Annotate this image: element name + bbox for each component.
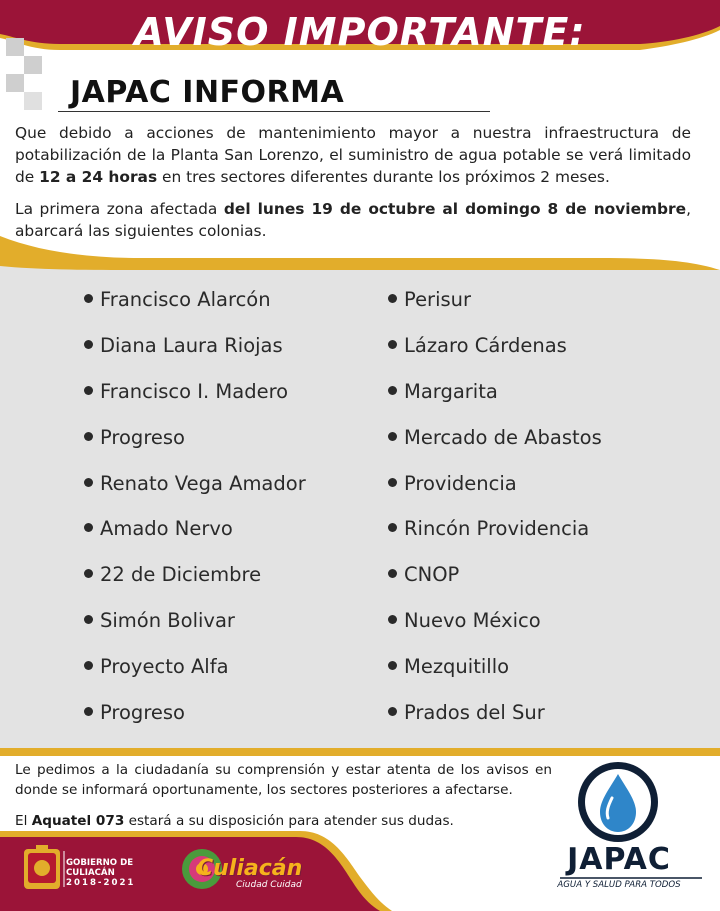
- deco-square: [24, 92, 42, 110]
- colonia-name: Renato Vega Amador: [100, 471, 306, 495]
- list-item: [84, 332, 306, 378]
- list-item: [388, 332, 602, 378]
- list-item: [84, 699, 306, 745]
- bullet-icon: [388, 294, 397, 303]
- list-item: [84, 653, 306, 699]
- colonia-name: Francisco Alarcón: [100, 288, 271, 311]
- decorative-squares: [6, 38, 56, 128]
- colonia-name: Francisco I. Madero: [100, 379, 289, 403]
- bullet-icon: [84, 523, 93, 532]
- intro-text: [15, 122, 691, 242]
- intro-p2-bold: del lunes 19 de octubre al domingo 8 de noviembre: [223, 200, 687, 218]
- intro-p1-text-end: en tres sectores diferentes durante los próximos 2 meses.: [157, 168, 610, 186]
- bullet-icon: [388, 661, 397, 670]
- gobierno-line2: CULIACÁN: [66, 868, 115, 878]
- gold-divider: [0, 748, 720, 756]
- subtitle-underline: [58, 111, 490, 112]
- bullet-icon: [84, 386, 93, 395]
- bullet-icon: [388, 340, 397, 349]
- colonia-name: Mezquitillo: [404, 655, 510, 679]
- bullet-icon: [388, 523, 397, 532]
- intro-p1-bold: 12 a 24 horas: [39, 168, 158, 186]
- list-item: [388, 470, 602, 516]
- colonia-name: Progreso: [100, 701, 185, 725]
- bullet-icon: [388, 432, 397, 441]
- colonia-name: 22 de Diciembre: [100, 563, 262, 587]
- colonias-list-left: [84, 286, 306, 745]
- list-item: [84, 515, 306, 561]
- aquatel-number: Aquatel 073: [31, 813, 125, 829]
- intro-p2-text-end: , abarcará las siguientes colonias.: [15, 200, 691, 240]
- gobierno-line1: GOBIERNO DE: [66, 858, 134, 868]
- colonia-name: Nuevo México: [404, 609, 541, 633]
- deco-square: [24, 56, 42, 74]
- list-item: [388, 699, 602, 745]
- gobierno-years: 2018-2021: [66, 878, 136, 888]
- colonia-name: Lázaro Cárdenas: [404, 333, 567, 357]
- colonia-name: Progreso: [100, 425, 185, 449]
- intro-paragraph-1: [15, 122, 691, 188]
- bullet-icon: [84, 615, 93, 624]
- bullet-icon: [84, 478, 93, 487]
- bullet-icon: [84, 432, 93, 441]
- japac-tagline: AGUA Y SALUD PARA TODOS: [557, 880, 681, 890]
- bullet-icon: [84, 340, 93, 349]
- list-item: [388, 607, 602, 653]
- top-banner: [0, 0, 720, 64]
- list-item: [388, 653, 602, 699]
- colonia-name: Amado Nervo: [100, 517, 233, 541]
- colonia-name: Simón Bolivar: [100, 609, 235, 633]
- footer-p2-text: El: [15, 813, 32, 829]
- bullet-icon: [84, 707, 93, 716]
- bullet-icon: [388, 707, 397, 716]
- colonia-name: Margarita: [404, 379, 498, 403]
- list-item: [388, 286, 602, 332]
- list-item: [84, 561, 306, 607]
- list-item: [84, 424, 306, 470]
- bullet-icon: [84, 294, 93, 303]
- list-item: [388, 378, 602, 424]
- colonia-name: Prados del Sur: [404, 701, 545, 725]
- footer-paragraph-2: [15, 811, 552, 831]
- bullet-icon: [388, 386, 397, 395]
- japac-wordmark: JAPAC: [567, 842, 671, 877]
- footer-paragraph-1: Le pedimos a la ciudadanía su comprensión y estar atenta de los avisos en donde se informará oportunamente, los sectores posteriores a afectarse.: [15, 762, 552, 798]
- deco-square: [6, 38, 24, 56]
- colonia-name: Providencia: [404, 471, 517, 495]
- intro-p2-text: La primera zona afectada: [15, 200, 224, 218]
- bullet-icon: [84, 569, 93, 578]
- list-item: [84, 286, 306, 332]
- colonia-name: Mercado de Abastos: [404, 425, 602, 449]
- footer-p2-text-end: estará a su disposición para atender sus dudas.: [124, 813, 454, 829]
- culiacan-wordmark: Culiacán: [197, 856, 303, 881]
- deco-square: [6, 74, 24, 92]
- bullet-icon: [84, 661, 93, 670]
- bullet-icon: [388, 615, 397, 624]
- colonia-name: Rincón Providencia: [404, 517, 590, 541]
- bullet-icon: [388, 569, 397, 578]
- culiacan-subtitle: Ciudad Cuidad: [236, 880, 302, 890]
- list-item: [84, 378, 306, 424]
- list-item: [84, 470, 306, 516]
- list-item: [84, 607, 306, 653]
- gobierno-culiacan-text: [66, 858, 140, 888]
- colonia-name: CNOP: [404, 563, 460, 587]
- gold-wave: [0, 236, 720, 272]
- list-item: [388, 561, 602, 607]
- intro-p1-text: Que debido a acciones de mantenimiento mayor a nuestra infraestructura de potabilización de la Planta San Lorenzo, el suministro de agua potable se verá limitado de: [15, 124, 691, 186]
- page-subtitle: JAPAC INFORMA: [70, 75, 345, 110]
- footer-text: [15, 760, 552, 831]
- colonia-name: Proyecto Alfa: [100, 655, 229, 679]
- colonia-name: Diana Laura Riojas: [100, 333, 283, 357]
- list-item: [388, 424, 602, 470]
- bullet-icon: [388, 478, 397, 487]
- banner-title: AVISO IMPORTANTE:: [134, 10, 586, 54]
- list-item: [388, 515, 602, 561]
- colonias-list-right: [388, 286, 602, 745]
- colonia-name: Perisur: [404, 288, 472, 311]
